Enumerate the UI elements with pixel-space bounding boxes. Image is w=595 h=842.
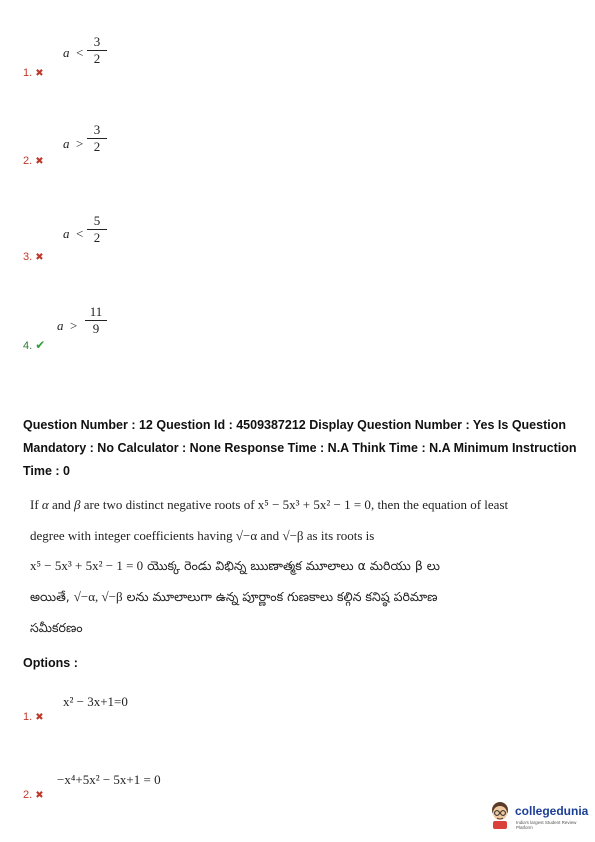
- option-4-fraction: [85, 305, 107, 336]
- option-3-operator: <: [76, 226, 84, 241]
- wrong-mark-icon: ✖: [35, 790, 44, 801]
- answer-option-2-number: 2. ✖: [23, 789, 44, 801]
- question-header: [23, 414, 583, 483]
- question-header-line-1: Question Number : 12 Question Id : 4509387212 Display Question Number : Yes Is Question: [23, 418, 566, 432]
- option-3-denominator: 2: [93, 230, 101, 245]
- option-1-denominator: 2: [93, 51, 101, 66]
- wrong-mark-icon: ✖: [35, 156, 44, 167]
- option-4-denominator: 9: [92, 321, 100, 336]
- student-mascot-icon: [488, 800, 512, 830]
- roots: √−α, √−β: [73, 589, 123, 604]
- option-3-numerator: 5: [93, 213, 101, 228]
- wrong-mark-icon: ✖: [35, 712, 44, 723]
- answer-option-1-expression: x² − 3x+1=0: [63, 694, 128, 709]
- option-1-number: 1. ✖: [23, 67, 44, 79]
- collegedunia-logo: [488, 800, 588, 834]
- option-3-variable: a: [63, 226, 70, 241]
- option-4-numerator: 11: [89, 304, 103, 319]
- root-neg-beta: √−β: [282, 528, 304, 543]
- option-4-variable: a: [57, 318, 64, 333]
- question-header-line-2: Mandatory : No Calculator : None Response Time : N.A Think Time : N.A Minimum Instruction: [23, 441, 577, 455]
- option-1-operator: <: [76, 45, 84, 60]
- correct-check-icon: ✔: [35, 338, 46, 352]
- option-2-fraction: [87, 123, 107, 154]
- logo-tagline: India's largest Student Review Platform: [516, 820, 577, 830]
- option-1-variable: a: [63, 45, 70, 60]
- polynomial: x⁵ − 5x³ + 5x² − 1 = 0: [30, 558, 144, 573]
- option-2-variable: a: [63, 136, 70, 151]
- option-3-number: 3. ✖: [23, 251, 44, 263]
- option-2-numerator: 3: [93, 122, 101, 137]
- option-3-fraction: [87, 214, 107, 245]
- question-text-te-line-3: సమీకరణం: [30, 620, 83, 635]
- wrong-mark-icon: ✖: [35, 252, 44, 263]
- logo-name: collegedunia: [515, 804, 589, 818]
- option-2-denominator: 2: [93, 139, 101, 154]
- options-label: Options :: [23, 656, 78, 670]
- question-text-te-line-1: x⁵ − 5x³ + 5x² − 1 = 0 యొక్క రెండు విభిన్న ఋణాత్మక మూలాలు α మరియు β లు: [30, 558, 440, 573]
- option-1-numerator: 3: [93, 34, 101, 49]
- option-4-number: 4. ✔: [23, 338, 46, 352]
- question-text-te-line-2: అయితే, √−α, √−β లను మూలాలుగా ఉన్న పూర్ణాంక గుణకాలు కల్గిన కనిష్ఠ పరిమాణ: [30, 589, 438, 604]
- option-2-number: 2. ✖: [23, 155, 44, 167]
- option-2-operator: >: [76, 136, 84, 151]
- root-neg-alpha: √−α: [235, 528, 258, 543]
- option-4-operator: >: [70, 318, 78, 333]
- question-text-en-line-2: degree with integer coefficients having √−α and √−β as its roots is: [30, 528, 375, 543]
- question-text-en-line-1: If α and β are two distinct negative roots of x⁵ − 5x³ + 5x² − 1 = 0, then the equation of least: [30, 497, 509, 512]
- answer-option-2-expression: −x⁴+5x² − 5x+1 = 0: [57, 772, 161, 787]
- question-header-line-3: Time : 0: [23, 464, 71, 478]
- polynomial: x⁵ − 5x³ + 5x² − 1 = 0: [257, 497, 371, 512]
- wrong-mark-icon: ✖: [35, 68, 44, 79]
- option-1-fraction: [87, 35, 107, 66]
- answer-option-1-number: 1. ✖: [23, 711, 44, 723]
